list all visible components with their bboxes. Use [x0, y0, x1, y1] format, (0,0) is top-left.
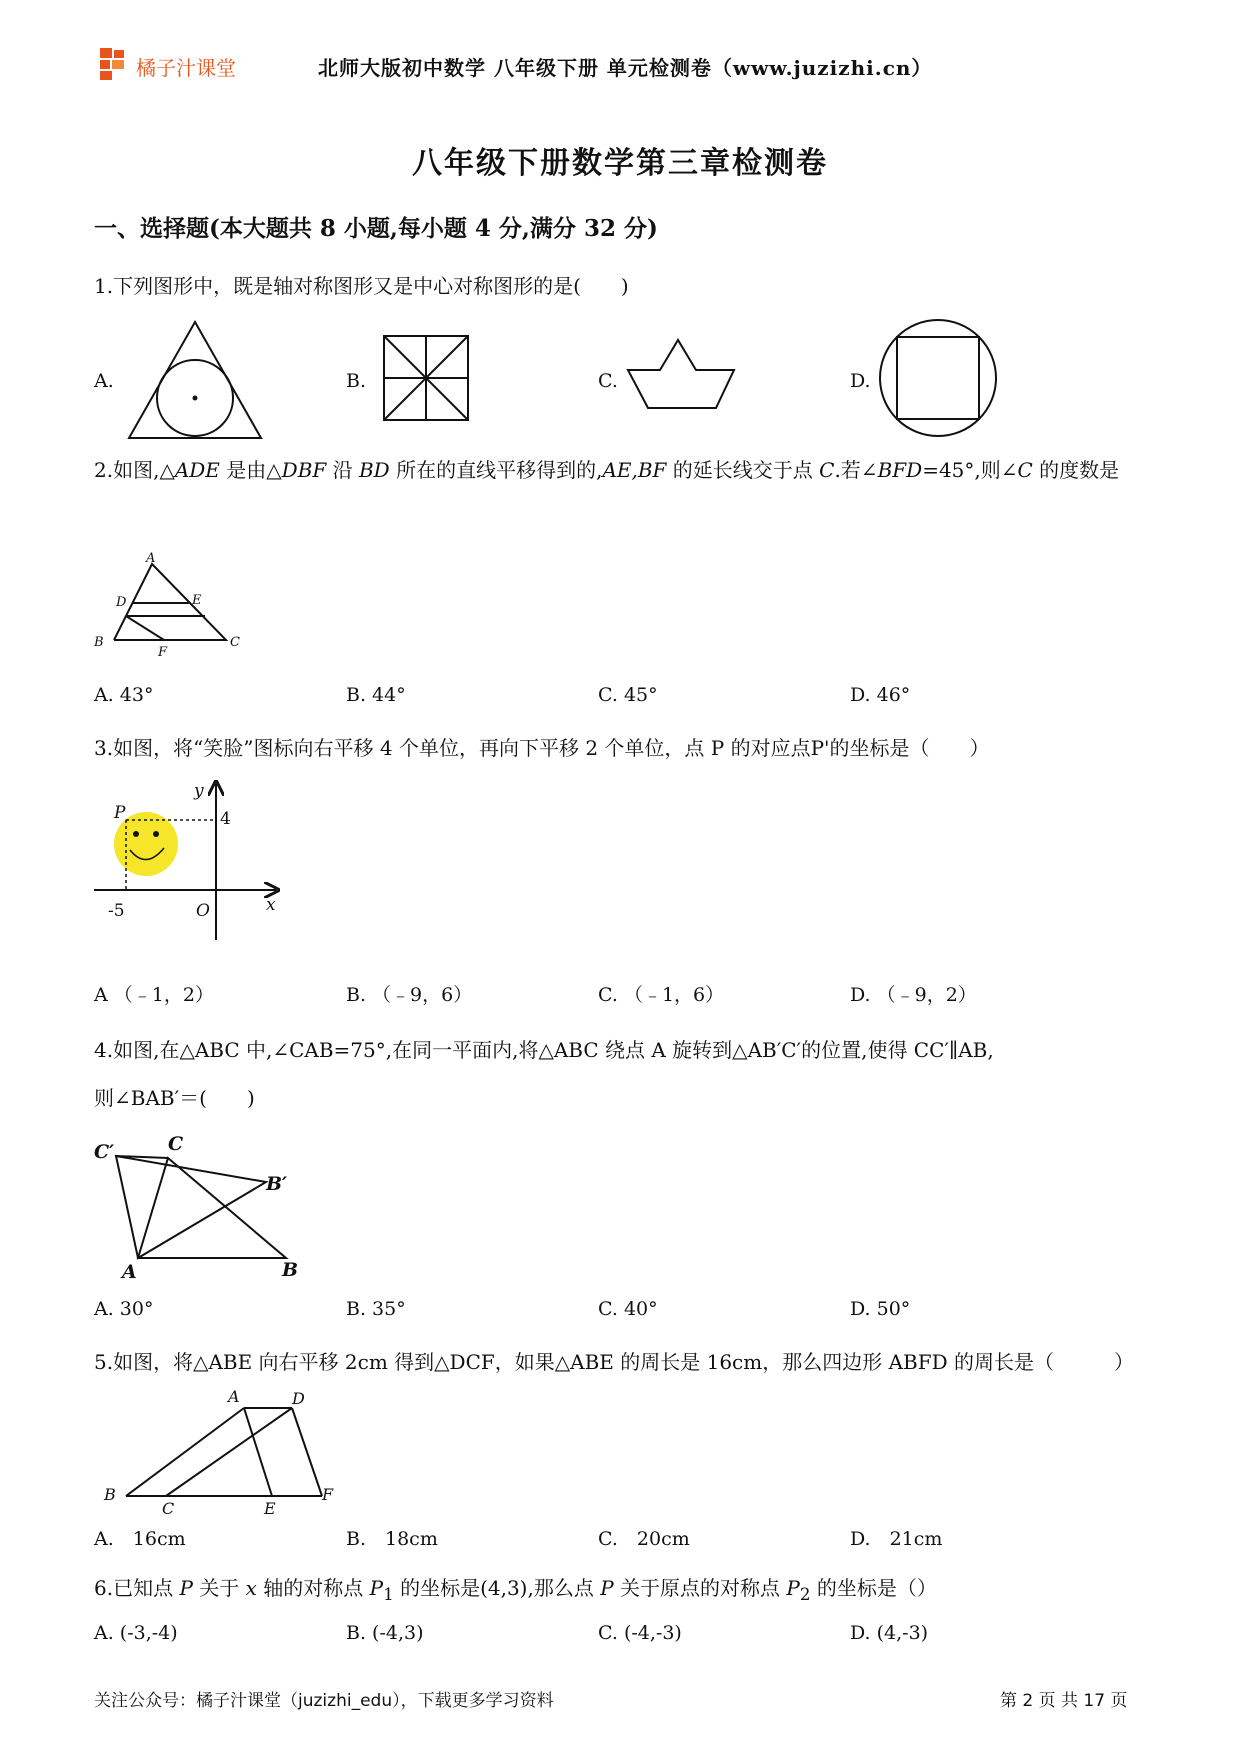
- footer-note: 关注公众号：橘子汁课堂（juzizhi_edu），下载更多学习资料: [94, 1691, 554, 1711]
- q1-figure-circle-square: [876, 316, 1000, 440]
- label-y: y: [194, 781, 204, 801]
- label-x: x: [266, 895, 276, 915]
- q3-figure-smiley-grid: [90, 778, 290, 944]
- label-e: E: [192, 593, 202, 608]
- q1-figure-boat: [624, 336, 738, 412]
- label-b-prime: B′: [266, 1173, 288, 1195]
- q3-option-a: A （﹣1，2）: [94, 984, 214, 1006]
- brand-logo-icon: [100, 48, 138, 80]
- label-c: C: [162, 1499, 175, 1518]
- q2-option-b: B. 44°: [346, 684, 406, 706]
- q4-option-c: C. 40°: [598, 1298, 658, 1320]
- label-d: D: [116, 595, 127, 610]
- q2-option-c: C. 45°: [598, 684, 658, 706]
- q5-option-b: B. 18cm: [346, 1528, 438, 1550]
- label-d: D: [292, 1389, 305, 1408]
- brand-name: 橘子汁课堂: [136, 56, 236, 80]
- label-p: P: [114, 803, 126, 823]
- question-5-stem: 5.如图，将△ABE 向右平移 2cm 得到△DCF，如果△ABE 的周长是 16cm，那么四边形 ABFD 的周长是（ ）: [94, 1350, 1134, 1374]
- label-e: E: [264, 1499, 276, 1518]
- label-c: C: [168, 1133, 184, 1155]
- q5-option-a: A. 16cm: [94, 1528, 186, 1550]
- q3-option-b: B. （﹣9，6）: [346, 984, 473, 1006]
- page-number: 第 2 页 共 17 页: [1000, 1691, 1128, 1711]
- label-c-prime: C′: [94, 1141, 115, 1163]
- question-1-stem: 1.下列图形中，既是轴对称图形又是中心对称图形的是( ): [94, 274, 629, 298]
- q3-option-c: C. （﹣1，6）: [598, 984, 725, 1006]
- q4-option-b: B. 35°: [346, 1298, 406, 1320]
- q5-option-c: C. 20cm: [598, 1528, 690, 1550]
- label-minus-5: -5: [108, 901, 125, 921]
- q1-figure-pinwheel: [380, 332, 472, 424]
- label-f: F: [322, 1485, 334, 1504]
- label-a: A: [228, 1388, 240, 1406]
- q6-option-c: C. (-4,-3): [598, 1622, 682, 1644]
- q1-option-a: A.: [94, 370, 114, 392]
- label-c: C: [230, 635, 240, 650]
- label-b: B: [282, 1259, 299, 1280]
- q4-option-d: D. 50°: [850, 1298, 911, 1320]
- q1-figure-triangle-incircle: [125, 318, 265, 442]
- q1-option-c: C.: [598, 370, 618, 392]
- q2-figure-translation: [90, 550, 250, 660]
- q2-option-d: D. 46°: [850, 684, 911, 706]
- page-title: 八年级下册数学第三章检测卷: [412, 146, 828, 181]
- q1-option-b: B.: [346, 370, 367, 392]
- q5-option-d: D. 21cm: [850, 1528, 943, 1550]
- label-b: B: [104, 1485, 116, 1504]
- q4-option-a: A. 30°: [94, 1298, 154, 1320]
- question-3-stem: 3.如图，将“笑脸”图标向右平移 4 个单位，再向下平移 2 个单位，点 P 的对应点P'的坐标是（ ）: [94, 736, 990, 760]
- question-4-stem: 4.如图,在△ABC 中,∠CAB=75°,在同一平面内,将△ABC 绕点 A 旋转到△AB′C′的位置,使得 CC′∥AB, 则∠BAB′＝( ): [94, 1038, 994, 1110]
- q6-option-a: A. (-3,-4): [94, 1622, 178, 1644]
- label-o: O: [196, 901, 210, 921]
- label-b: B: [94, 635, 104, 650]
- q5-figure-translation: [96, 1388, 346, 1518]
- question-2-stem: 2.如图,△ADE 是由△DBF 沿 BD 所在的直线平移得到的,AE,BF 的延长线交于点 C.若∠BFD=45°,则∠C 的度数是: [94, 458, 1120, 482]
- question-6-stem: 6.已知点 P 关于 x 轴的对称点 $P_1$ 的坐标是(4,3),那么点 P 关于原点的对称点 $P_2$ 的坐标是（）: [94, 1576, 937, 1604]
- q3-option-d: D. （﹣9，2）: [850, 984, 977, 1006]
- label-a: A: [146, 551, 156, 566]
- label-f: F: [158, 645, 168, 660]
- q2-option-a: A. 43°: [94, 684, 154, 706]
- header-title: 北师大版初中数学 八年级下册 单元检测卷（www.juzizhi.cn）: [318, 56, 933, 80]
- q6-option-b: B. (-4,3): [346, 1622, 424, 1644]
- label-a: A: [122, 1261, 137, 1280]
- q1-option-d: D.: [850, 370, 871, 392]
- label-4: 4: [220, 809, 231, 829]
- section-heading: 一、选择题(本大题共 8 小题,每小题 4 分,满分 32 分): [94, 215, 658, 242]
- q6-option-d: D. (4,-3): [850, 1622, 929, 1644]
- q4-figure-rotation: [90, 1130, 310, 1280]
